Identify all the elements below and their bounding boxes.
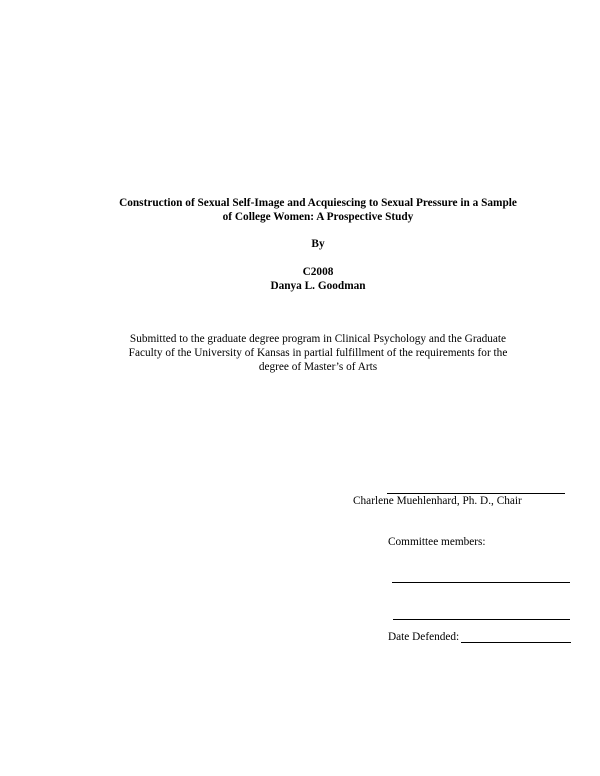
thesis-title-line-2: of College Women: A Prospective Study bbox=[222, 211, 414, 223]
submission-line-2: Faculty of the University of Kansas in partial fulfillment of the requirements for the bbox=[128, 347, 508, 359]
date-defended-line bbox=[461, 642, 571, 643]
thesis-title bbox=[0, 196, 600, 224]
author-name: Danya L. Goodman bbox=[270, 280, 366, 292]
by-label: By bbox=[311, 238, 325, 250]
committee-members-label: Committee members: bbox=[388, 536, 486, 548]
thesis-title-line-1: Construction of Sexual Self-Image and Acquiescing to Sexual Pressure in a Sample bbox=[119, 197, 517, 209]
committee-member-signature-line-2 bbox=[393, 619, 570, 620]
date-defended-label: Date Defended: bbox=[388, 631, 460, 643]
submission-line-3: degree of Master’s of Arts bbox=[258, 361, 378, 373]
chair-name: Charlene Muehlenhard, Ph. D., Chair bbox=[353, 495, 522, 507]
submission-statement bbox=[0, 332, 600, 374]
copyright-notice: C2008 bbox=[302, 266, 334, 278]
committee-member-signature-line-1 bbox=[392, 582, 570, 583]
submission-line-1: Submitted to the graduate degree program in Clinical Psychology and the Graduate bbox=[129, 333, 507, 345]
